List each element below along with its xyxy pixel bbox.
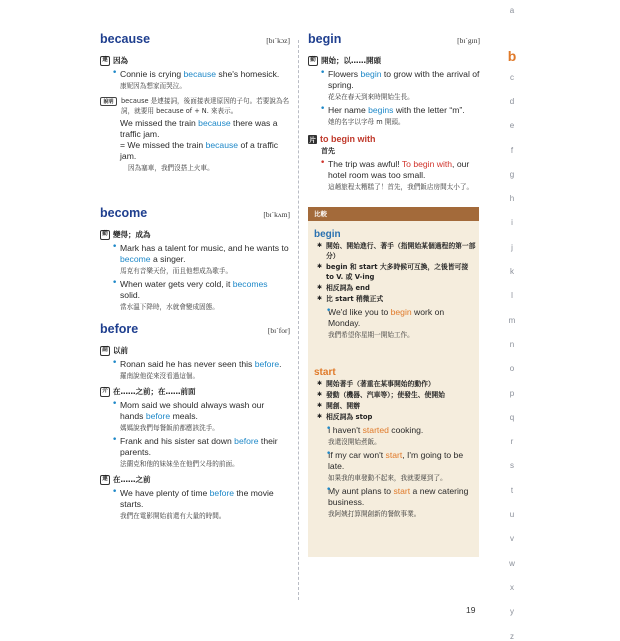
alphabet-letter-g[interactable]: g xyxy=(509,169,515,179)
sense-label: 以前 xyxy=(113,346,128,355)
example xyxy=(308,159,480,192)
example-zh: 花朵在春天到來時開始生長。 xyxy=(328,93,414,101)
sense-label: 因為 xyxy=(113,56,128,65)
page-number: 19 xyxy=(466,605,476,615)
example xyxy=(100,69,290,91)
compare-tab: 比較 xyxy=(308,207,479,221)
phrase-gloss: 首先 xyxy=(321,147,335,155)
example xyxy=(308,69,480,102)
alphabet-letter-h[interactable]: h xyxy=(509,194,515,204)
compare-point: ✱ 開始著手（著重在某事開始的動作） xyxy=(314,379,476,389)
compare-point: ✱ 開始、開始進行、著手（指開始某個過程的第一部分） xyxy=(314,241,476,261)
example xyxy=(100,488,290,521)
example-en: • The trip was awful! To begin with, our hotel room was too small. xyxy=(328,159,470,180)
example-en: • I haven't started cooking. xyxy=(328,425,424,435)
alphabet-letter-k[interactable]: k xyxy=(510,267,514,276)
note-body: because 是連接詞，後面接表達原因的子句。若要說為名詞，就要用 because of + N. 來表示。 xyxy=(121,97,290,115)
example-zh: 康妮因為想家而哭泣。 xyxy=(120,82,186,90)
example xyxy=(308,105,480,127)
example-zh: 法蘭克和他的妹妹坐在他們父母的前面。 xyxy=(120,460,239,468)
alphabet-letter-j[interactable]: j xyxy=(511,242,513,252)
compare-begin xyxy=(314,229,476,340)
example-zh: 這趟旅程太糟糕了！首先，我們飯店房間太小了。 xyxy=(328,183,474,191)
pos-icon: 動 xyxy=(100,230,110,240)
alphabet-letter-i[interactable]: i xyxy=(511,218,513,228)
example-zh: 我們希望你星期一開始工作。 xyxy=(328,331,414,339)
pos-icon: 動 xyxy=(308,56,318,66)
alphabet-letter-u[interactable]: u xyxy=(509,510,515,519)
alphabet-index xyxy=(500,0,524,641)
sense-label: 在……之前；在……前面 xyxy=(113,387,196,396)
headword[interactable]: begin xyxy=(308,32,342,46)
alphabet-letter-n[interactable]: n xyxy=(509,339,515,349)
compare-point: ✱ 比 start 稍微正式 xyxy=(314,294,476,304)
sense xyxy=(100,345,290,356)
sense xyxy=(100,55,290,66)
example-en: • When water gets very cold, it becomes solid. xyxy=(120,279,268,300)
compare-headword: start xyxy=(314,367,336,378)
alphabet-letter-e[interactable]: e xyxy=(509,121,515,131)
sense xyxy=(100,474,290,485)
example-zh: 如果我的車發動不起來，我就要遲到了。 xyxy=(328,474,447,482)
example-zh: 馬克有音樂天份，而且他想成為歌手。 xyxy=(120,267,233,275)
example-zh: 當水溫下降時，水就會變成固態。 xyxy=(120,303,219,311)
example-zh: 羅南說他從來沒看過這個。 xyxy=(120,372,200,380)
pronunciation: [bɪˋfor] xyxy=(267,326,290,335)
compare-box xyxy=(308,207,479,557)
pos-icon: 副 xyxy=(100,346,110,356)
example-en: • Ronan said he has never seen this before. xyxy=(120,359,282,369)
example-en: • My aunt plans to start a new catering business. xyxy=(328,486,469,507)
note-example-1: We missed the train because there was a traffic jam. xyxy=(120,118,278,139)
example-en: • Mom said we should always wash our hands before meals. xyxy=(120,400,265,421)
example-en: • Her name begins with the letter “m”. xyxy=(328,105,465,115)
entry-before xyxy=(100,322,290,521)
headword[interactable]: become xyxy=(100,206,148,220)
example-en: • Mark has a talent for music, and he wants to become a singer. xyxy=(120,243,289,264)
example-en: • If my car won't start, I'm going to be late. xyxy=(328,450,464,471)
sense xyxy=(100,229,290,240)
compare-headword: begin xyxy=(314,229,341,240)
compare-point: ✱ begin 和 start 大多時候可互換，之後皆可接 to V. 或 V-ing xyxy=(314,262,476,282)
alphabet-letter-c[interactable]: c xyxy=(510,72,514,82)
example xyxy=(100,400,290,433)
example xyxy=(100,436,290,469)
pos-icon: 連 xyxy=(100,56,110,66)
sense-label: 在……之前 xyxy=(113,475,151,484)
entry-become xyxy=(100,206,290,312)
alphabet-letter-v[interactable]: v xyxy=(510,534,514,544)
alphabet-letter-o[interactable]: o xyxy=(509,364,515,374)
alphabet-letter-d[interactable]: d xyxy=(509,96,515,106)
phrase-text: to begin with xyxy=(320,134,376,144)
example-zh: 她的名字以字母 m 開頭。 xyxy=(328,118,405,126)
example xyxy=(100,243,290,276)
example-zh: 媽媽說我們每餐飯前都應該洗手。 xyxy=(120,424,219,432)
sense xyxy=(100,386,290,397)
sense-label: 變得；成為 xyxy=(113,230,151,239)
alphabet-letter-r[interactable]: r xyxy=(510,437,514,447)
sense xyxy=(308,55,480,66)
example-en: • We have plenty of time before the movie starts. xyxy=(120,488,274,509)
example xyxy=(314,486,476,519)
pronunciation: [bɪˋkʌm] xyxy=(263,210,290,219)
headword[interactable]: because xyxy=(100,32,151,46)
example-zh: 我們在電影開始前還有大量的時間。 xyxy=(120,512,226,520)
alphabet-letter-s[interactable]: s xyxy=(510,461,514,471)
example-en: • Connie is crying because she's homesick. xyxy=(120,69,280,79)
compare-point: ✱ 發動（機器、汽車等）；使發生、使開始 xyxy=(314,390,476,400)
example xyxy=(314,425,476,447)
entry-begin xyxy=(308,32,480,192)
compare-point: ✱ 開創、開辦 xyxy=(314,401,476,411)
pronunciation: [bɪˋkɔz] xyxy=(266,36,290,45)
alphabet-letter-a[interactable]: a xyxy=(509,6,515,15)
alphabet-letter-z[interactable]: z xyxy=(510,631,514,641)
compare-start xyxy=(314,367,476,519)
note-translation: 因為塞車，我們沒搭上火車。 xyxy=(128,164,214,172)
example xyxy=(100,359,290,381)
alphabet-letter-t[interactable]: t xyxy=(510,485,514,495)
alphabet-letter-y[interactable]: y xyxy=(510,607,514,617)
pos-icon: 連 xyxy=(100,475,110,485)
example-en: • Flowers begin to grow with the arrival of spring. xyxy=(328,69,480,90)
alphabet-letter-m[interactable]: m xyxy=(508,315,516,325)
example xyxy=(100,279,290,312)
alphabet-letter-p[interactable]: p xyxy=(509,388,515,398)
usage-note xyxy=(100,96,290,116)
example-zh: 我阿姨打算開創新的餐飲事業。 xyxy=(328,510,421,518)
compare-point: ✱ 相反詞為 end xyxy=(314,283,476,293)
pos-icon: 介 xyxy=(100,387,110,397)
sense-label: 開始；以……開頭 xyxy=(321,56,381,65)
alphabet-letter-q[interactable]: q xyxy=(509,412,515,422)
alphabet-letter-f[interactable]: f xyxy=(510,145,514,155)
column-divider xyxy=(298,40,299,600)
alphabet-letter-w[interactable]: w xyxy=(509,558,515,568)
example-en: • Frank and his sister sat down before their parents. xyxy=(120,436,278,457)
note-tag: 說明 xyxy=(100,97,117,106)
alphabet-letter-b[interactable]: b xyxy=(507,48,517,65)
phrase-icon: 片 xyxy=(309,136,316,144)
phrase xyxy=(308,134,480,144)
headword[interactable]: before xyxy=(100,322,139,336)
entry-because xyxy=(100,32,290,173)
alphabet-letter-l[interactable]: l xyxy=(511,291,513,301)
alphabet-letter-x[interactable]: x xyxy=(510,582,514,592)
example-zh: 我還沒開始煮飯。 xyxy=(328,438,381,446)
example xyxy=(314,450,476,483)
compare-point: ✱ 相反詞為 stop xyxy=(314,412,476,422)
example xyxy=(314,307,476,340)
note-example-2: = We missed the train because of a traffic jam. xyxy=(120,140,279,161)
pronunciation: [bɪˋgɪn] xyxy=(457,36,480,45)
example-en: • We'd like you to begin work on Monday. xyxy=(328,307,445,328)
